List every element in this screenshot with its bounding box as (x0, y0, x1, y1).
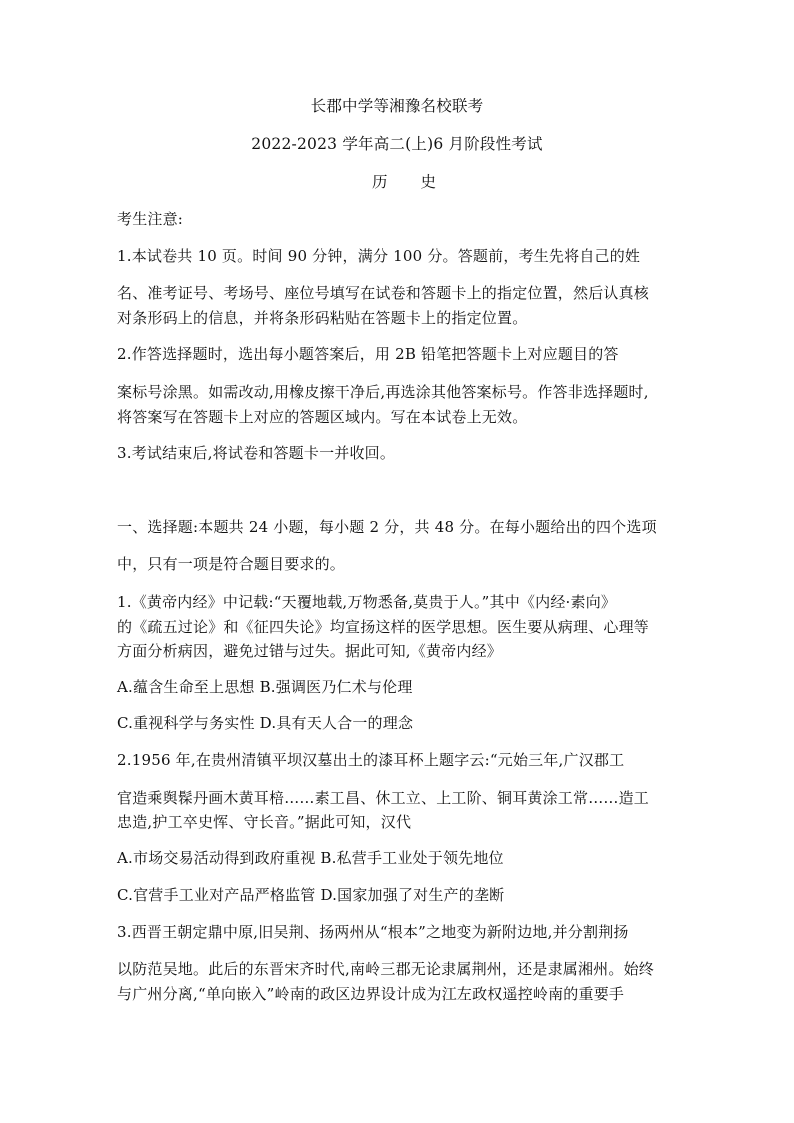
question-1-options-cd: C.重视科学与务实性 D.具有天人合一的理念 (117, 714, 414, 732)
section-heading-line-1: 一、选择题:本题共 24 小题，每小题 2 分，共 48 分。在每小题给出的四个选项 (117, 518, 657, 536)
notice-item-1-line-3: 对条形码上的信息，并将条形码粘贴在答题卡上的指定位置。 (117, 309, 528, 327)
notice-item-3: 3.考试结束后,将试卷和答题卡一并收回。 (117, 444, 396, 462)
section-heading-line-2: 中，只有一项是符合题目要求的。 (117, 555, 346, 573)
notice-item-2-line-3: 将答案写在答题卡上对应的答题区域内。写在本试卷上无效。 (117, 408, 528, 426)
question-2-line-1: 2.1956 年,在贵州清镇平坝汉墓出土的漆耳杯上题字云:“元始三年,广汉郡工 (117, 751, 625, 769)
question-2-options-cd: C.官营手工业对产品严格监管 D.国家加强了对生产的垄断 (117, 886, 505, 904)
school-title: 长郡中学等湘豫名校联考 (310, 97, 484, 115)
question-1-options-ab: A.蕴含生命至上思想 B.强调医乃仁术与伦理 (117, 678, 413, 696)
question-1-line-2: 的《疏五过论》和《征四失论》均宣扬这样的医学思想。医生要从病理、心理等 (117, 618, 650, 636)
question-3-line-3: 与广州分离,“单向嵌入”岭南的政区边界设计成为江左政权遥控岭南的重要手 (117, 985, 625, 1003)
notice-heading: 考生注意: (117, 210, 184, 228)
notice-item-2-line-2: 案标号涂黑。如需改动,用橡皮擦干净后,再选涂其他答案标号。作答非选择题时, (117, 383, 649, 401)
question-2-options-ab: A.市场交易活动得到政府重视 B.私营手工业处于领先地位 (117, 849, 504, 867)
notice-item-2-line-1: 2.作答选择题时，选出每小题答案后，用 2B 铅笔把答题卡上对应题目的答 (117, 345, 619, 363)
notice-item-1-line-1: 1.本试卷共 10 页。时间 90 分钟，满分 100 分。答题前，考生先将自己的姓 (117, 247, 641, 265)
question-2-line-3: 忠造,护工卒史恽、守长音。”据此可知，汉代 (117, 813, 412, 831)
exam-title: 2022-2023 学年高二(上)6 月阶段性考试 (251, 135, 543, 153)
question-3-line-2: 以防范吴地。此后的东晋宋齐时代,南岭三郡无论隶属荆州，还是隶属湘州。始终 (117, 960, 654, 978)
question-1-line-3: 方面分析病因，避免过错与过失。据此可知,《黄帝内经》 (117, 642, 502, 660)
subject-title: 历 史 (372, 173, 450, 191)
question-2-line-2: 官造乘舆髹丹画木黄耳棓……素工昌、休工立、上工阶、铜耳黄涂工常……造工 (117, 789, 650, 807)
notice-item-1-line-2: 名、准考证号、考场号、座位号填写在试卷和答题卡上的指定位置，然后认真核 (117, 284, 650, 302)
question-1-line-1: 1.《黄帝内经》中记载:“天覆地载,万物悉备,莫贵于人。”其中《内经·素向》 (117, 593, 617, 611)
question-3-line-1: 3.西晋王朝定鼎中原,旧吴荆、扬两州从“根本”之地变为新附边地,并分割荆扬 (117, 923, 629, 941)
